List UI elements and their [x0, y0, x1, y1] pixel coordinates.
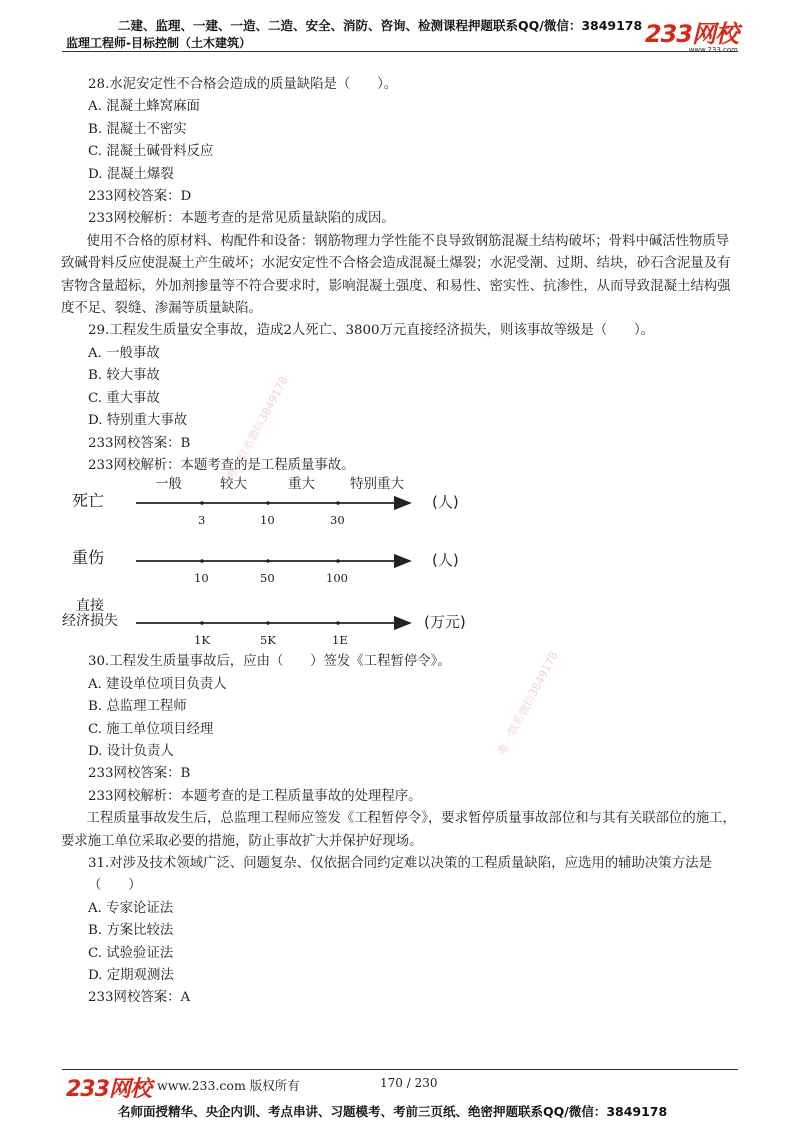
row-label-injury: 重伤: [72, 548, 105, 568]
category-label: 较大: [220, 476, 247, 493]
option-b: B. 方案比较法: [88, 923, 174, 939]
brand-logo-text: 233网校: [644, 20, 738, 48]
option-c: C. 重大事故: [88, 390, 160, 406]
tick-label: 1K: [194, 633, 210, 648]
answer: 233网校答案：B: [88, 766, 191, 782]
option-b: B. 总监理工程师: [88, 699, 187, 715]
analysis: 233网校解析：本题考查的是工程质量事故。: [88, 457, 355, 473]
category-label: 重大: [288, 476, 315, 493]
analysis-paragraph: 使用不合格的原材料、构配件和设备：钢筋物理力学性能不良导致钢筋混凝土结构破坏；骨料中碱活性物质导致碱骨料反应使混凝土产生破坏；水泥安定性不合格会造成混凝土爆裂；水泥受潮、过期、结块，砂石含泥量及有害物含量超标，外加剂掺量等不符合要求时，影响混凝土强度、和易性、密实性、抗渗性，从而导致混凝土结构强度不足、裂缝、渗漏等质量缺陷。: [61, 233, 731, 317]
option-a: A. 混凝土蜂窝麻面: [88, 99, 200, 115]
unit-label: (人): [432, 493, 459, 512]
analysis: 233网校解析：本题考查的是工程质量事故的处理程序。: [88, 788, 422, 804]
tick-label: 10: [260, 513, 275, 528]
question-stem: 30.工程发生质量事故后，应由（ ）签发《工程暂停令》。: [88, 654, 451, 670]
page-number: 170 / 230: [380, 1076, 438, 1090]
watermark: 唯一联系微信3849178: [225, 374, 291, 483]
question-stem: 28.水泥安定性不合格会造成的质量缺陷是（ ）。: [88, 77, 398, 92]
brand-logo: [645, 22, 738, 54]
unit-label: (人): [432, 551, 459, 570]
tick-label: 3: [198, 513, 206, 528]
answer: 233网校答案：D: [88, 189, 192, 205]
option-b: B. 混凝土不密实: [88, 121, 187, 137]
brand-logo-url: www.233.com: [688, 46, 738, 54]
option-d: D. 混凝土爆裂: [88, 166, 174, 182]
tick-label: 100: [326, 571, 348, 586]
unit-label: (万元): [424, 613, 466, 632]
answer: 233网校答案：B: [88, 435, 191, 451]
analysis-paragraph: 工程质量事故发生后，总监理工程师应签发《工程暂停令》，要求暂停质量事故部位和与其有关联部位的施工，要求施工单位采取必要的措施，防止事故扩大并保护好现场。: [61, 811, 736, 849]
option-a: A. 建设单位项目负责人: [88, 676, 227, 692]
footer-promo: 名师面授精华、央企内训、考点串讲、习题模考、考前三页纸、绝密押题联系QQ/微信：3849178: [118, 1104, 668, 1119]
tick-label: 5K: [260, 633, 276, 648]
option-b: B. 较大事故: [88, 368, 160, 384]
option-a: A. 专家论证法: [88, 900, 174, 916]
category-label: 一般: [155, 476, 182, 493]
footer-divider: [62, 1069, 738, 1070]
tick-label: 30: [330, 513, 345, 528]
analysis: 233网校解析：本题考查的是常见质量缺陷的成因。: [88, 211, 395, 227]
accident-level-diagram: [60, 476, 520, 648]
question-stem: 31.对涉及技术领域广泛、问题复杂、仅依据合同约定难以决策的工程质量缺陷，应选用的辅助决策方法是（ ）: [88, 855, 712, 894]
tick-label: 50: [260, 571, 275, 586]
watermark: 唯一联系微信3849178: [495, 649, 561, 758]
document-body: [61, 74, 738, 1010]
footer-site: www.233.com 版权所有: [157, 1078, 300, 1093]
footer-logo: 233网校: [66, 1077, 151, 1102]
row-label-death: 死亡: [72, 491, 105, 511]
answer: 233网校答案：A: [88, 990, 191, 1006]
question-stem: 29.工程发生质量安全事故，造成2人死亡、3800万元直接经济损失，则该事故等级是（ ）。: [88, 323, 655, 339]
tick-label: 10: [194, 571, 209, 586]
option-c: C. 试验验证法: [88, 945, 174, 961]
option-d: D. 定期观测法: [88, 968, 174, 983]
header-divider: [62, 51, 738, 52]
option-c: C. 混凝土碱骨料反应: [88, 144, 214, 160]
header-top-text: 二建、监理、一建、一造、二造、安全、消防、咨询、检测课程押题联系QQ/微信：3849178: [118, 18, 643, 33]
category-label: 特别重大: [350, 476, 404, 493]
option-a: A. 一般事故: [88, 345, 160, 361]
option-c: C. 施工单位项目经理: [88, 721, 214, 737]
row-label-loss: 直接 经济损失: [62, 598, 118, 630]
header-subtitle: 监理工程师-目标控制（土木建筑）: [66, 36, 251, 50]
option-d: D. 特别重大事故: [88, 413, 188, 429]
option-d: D. 设计负责人: [88, 743, 174, 759]
tick-label: 1E: [332, 633, 348, 648]
